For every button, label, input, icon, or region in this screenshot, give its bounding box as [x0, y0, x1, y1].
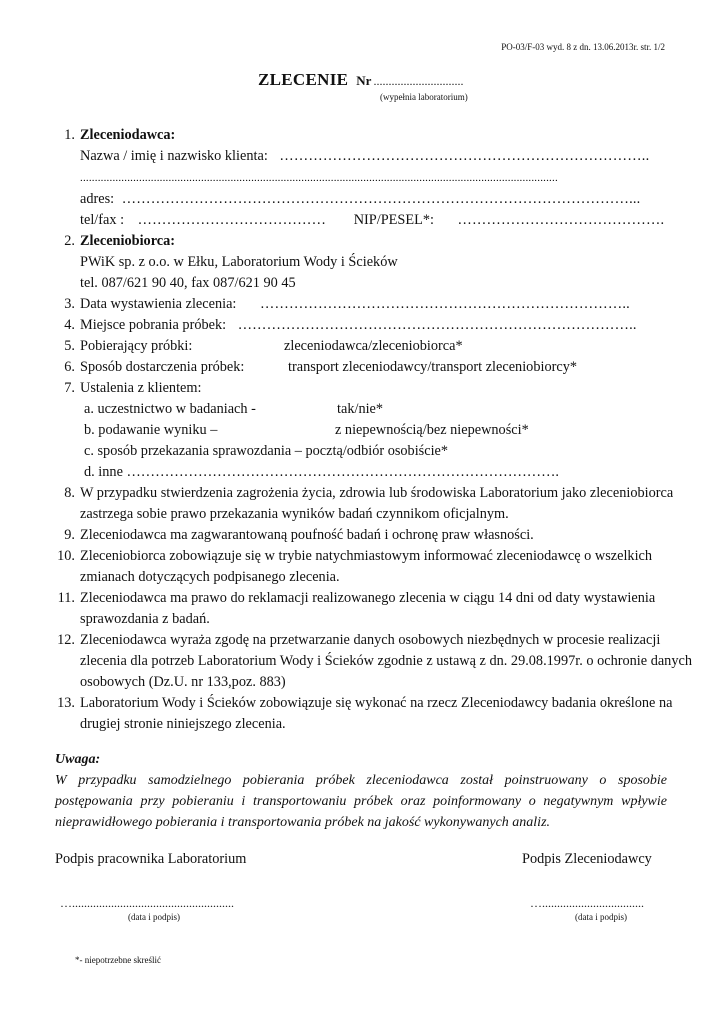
item-2	[53, 231, 693, 252]
arrangement-b-label: b. podawanie wyniku –	[84, 422, 218, 438]
issue-date-field[interactable]: …………………………………………………………………..	[259, 296, 630, 312]
arrangement-d	[53, 462, 693, 483]
arrangement-a-label: a. uczestnictwo w badaniach -	[84, 401, 256, 417]
lab-note: (wypełnia laboratorium)	[380, 92, 468, 102]
arrangement-c-text[interactable]: c. sposób przekazania sprawozdania – pocztą/odbiór osobiście*	[84, 443, 449, 459]
item-8	[53, 483, 693, 525]
client-nip-field[interactable]: …………………………………….	[457, 212, 665, 228]
lab-signature-label: Podpis pracownika Laboratorium	[55, 851, 247, 867]
contractor-line-1	[53, 252, 693, 273]
document-code: PO-03/F-03 wyd. 8 z dn. 13.06.2013r. str. 1/2	[501, 42, 665, 52]
client-signature-field[interactable]: …..................................	[530, 896, 644, 910]
arrangement-a-option[interactable]: tak/nie*	[337, 401, 384, 417]
item-number: 7.	[64, 380, 75, 396]
note-text: W przypadku samodzielnego pobierania próbek zleceniodawca został poinstruowany o sposobie postępowania przy pobieraniu i transportowaniu próbek oraz poinformowany o negatywnym wpływie nieprawidłowego pobierania i transportowania próbek na jakość wykonywanych analiz.	[55, 773, 667, 830]
item-10	[53, 546, 693, 588]
client-name-extra-field[interactable]: ..................................................................................................................................................................	[80, 172, 558, 184]
clause-9-text: Zleceniodawca ma zagwarantowaną poufność badań i ochronę praw własności.	[80, 527, 534, 543]
client-name-field[interactable]: …………………………………………………………………..	[279, 148, 650, 164]
client-signature-label: Podpis Zleceniodawcy	[522, 851, 652, 867]
item-3	[53, 294, 693, 315]
arrangement-d-text[interactable]: d. inne ……………………………………………………………………………….	[84, 464, 559, 480]
item-number: 5.	[64, 338, 75, 354]
footnote: *- niepotrzebne skreślić	[75, 955, 161, 965]
item-9	[53, 525, 693, 546]
lab-signature-field[interactable]: …......................................................	[60, 896, 234, 910]
item-7	[53, 378, 693, 399]
client-name-extra-row	[53, 167, 693, 189]
client-name-label: Nazwa / imię i nazwisko klienta:	[80, 148, 268, 164]
client-tel-row	[53, 210, 693, 231]
item-1	[53, 125, 693, 146]
item-number: 4.	[64, 317, 75, 333]
item-12	[53, 630, 693, 693]
arrangement-b	[53, 420, 693, 441]
clause-10-text: Zleceniobiorca zobowiązuje się w trybie natychmiastowym informować zleceniodawcę o wszelkich zmianach dotyczących podpisanego zlecenia.	[80, 548, 653, 585]
client-signature-caption: (data i podpis)	[575, 912, 627, 922]
item-number: 11.	[57, 590, 75, 606]
contractor-name: PWiK sp. z o.o. w Ełku, Laboratorium Wody i Ścieków	[80, 254, 398, 270]
item-13	[53, 693, 693, 735]
arrangements-heading: Ustalenia z klientem:	[80, 380, 202, 396]
item-number: 1.	[64, 127, 75, 143]
document-title: ZLECENIE	[258, 70, 349, 89]
sampler-label: Pobierający próbki:	[80, 338, 193, 354]
client-heading: Zleceniodawca:	[80, 127, 176, 143]
client-name-row	[53, 146, 693, 167]
clause-8-text: W przypadku stwierdzenia zagrożenia życia, zdrowia lub środowiska Laboratorium jako zleceniobiorca zastrzega sobie prawo przekazania wyników badań czynnikom oficjalnym.	[80, 485, 674, 522]
item-number: 3.	[64, 296, 75, 312]
sampler-option[interactable]: zleceniodawca/zleceniobiorca*	[284, 338, 463, 354]
client-address-field[interactable]: ……………………………………………………………………………………………...	[121, 191, 641, 207]
contractor-heading: Zleceniobiorca:	[80, 233, 176, 249]
title-row	[258, 70, 463, 90]
note-section	[55, 749, 667, 833]
item-number: 10.	[57, 548, 75, 564]
contractor-phone: tel. 087/621 90 40, fax 087/621 90 45	[80, 275, 296, 291]
client-tel-label: tel/fax :	[80, 212, 125, 228]
arrangement-b-option[interactable]: z niepewnością/bez niepewności*	[335, 422, 529, 438]
arrangement-a	[53, 399, 693, 420]
clause-12-text: Zleceniodawca wyraża zgodę na przetwarzanie danych osobowych niezbędnych w procesie realizacji zlecenia dla potrzeb Laboratorium Wody i Ścieków zgodnie z ustawą z dn. 29.08.1997r. o ochronie danych osobowych (Dz.U. nr 133,poz. 883)	[80, 632, 692, 690]
nr-field[interactable]: ..............................	[373, 74, 464, 88]
sampling-place-field[interactable]: ………………………………………………………………………..	[237, 317, 637, 333]
item-6	[53, 357, 693, 378]
item-11	[53, 588, 693, 630]
item-number: 9.	[64, 527, 75, 543]
issue-date-label: Data wystawienia zlecenia:	[80, 296, 237, 312]
client-nip-label: NIP/PESEL*:	[353, 212, 434, 228]
client-tel-field[interactable]: …………………………………	[137, 212, 327, 228]
contractor-line-2	[53, 273, 693, 294]
client-address-row	[53, 189, 693, 210]
sampling-place-label: Miejsce pobrania próbek:	[80, 317, 227, 333]
item-number: 2.	[64, 233, 75, 249]
lab-signature-caption: (data i podpis)	[128, 912, 180, 922]
arrangement-c	[53, 441, 693, 462]
item-5	[53, 336, 693, 357]
delivery-label: Sposób dostarczenia próbek:	[80, 359, 245, 375]
note-title: Uwaga:	[55, 752, 101, 767]
nr-label: Nr	[356, 73, 372, 88]
delivery-option[interactable]: transport zleceniodawcy/transport zleceniobiorcy*	[288, 359, 577, 375]
order-items	[53, 125, 693, 735]
clause-13-text: Laboratorium Wody i Ścieków zobowiązuje się wykonać na rzecz Zleceniodawcy badania określone na drugiej stronie niniejszego zlecenia.	[80, 695, 673, 732]
client-address-label: adres:	[80, 191, 115, 207]
item-number: 6.	[64, 359, 75, 375]
clause-11-text: Zleceniodawca ma prawo do reklamacji realizowanego zlecenia w ciągu 14 dni od daty wystawienia sprawozdania z badań.	[80, 590, 656, 627]
item-4	[53, 315, 693, 336]
item-number: 8.	[64, 485, 75, 501]
item-number: 12.	[57, 632, 75, 648]
item-number: 13.	[57, 695, 75, 711]
